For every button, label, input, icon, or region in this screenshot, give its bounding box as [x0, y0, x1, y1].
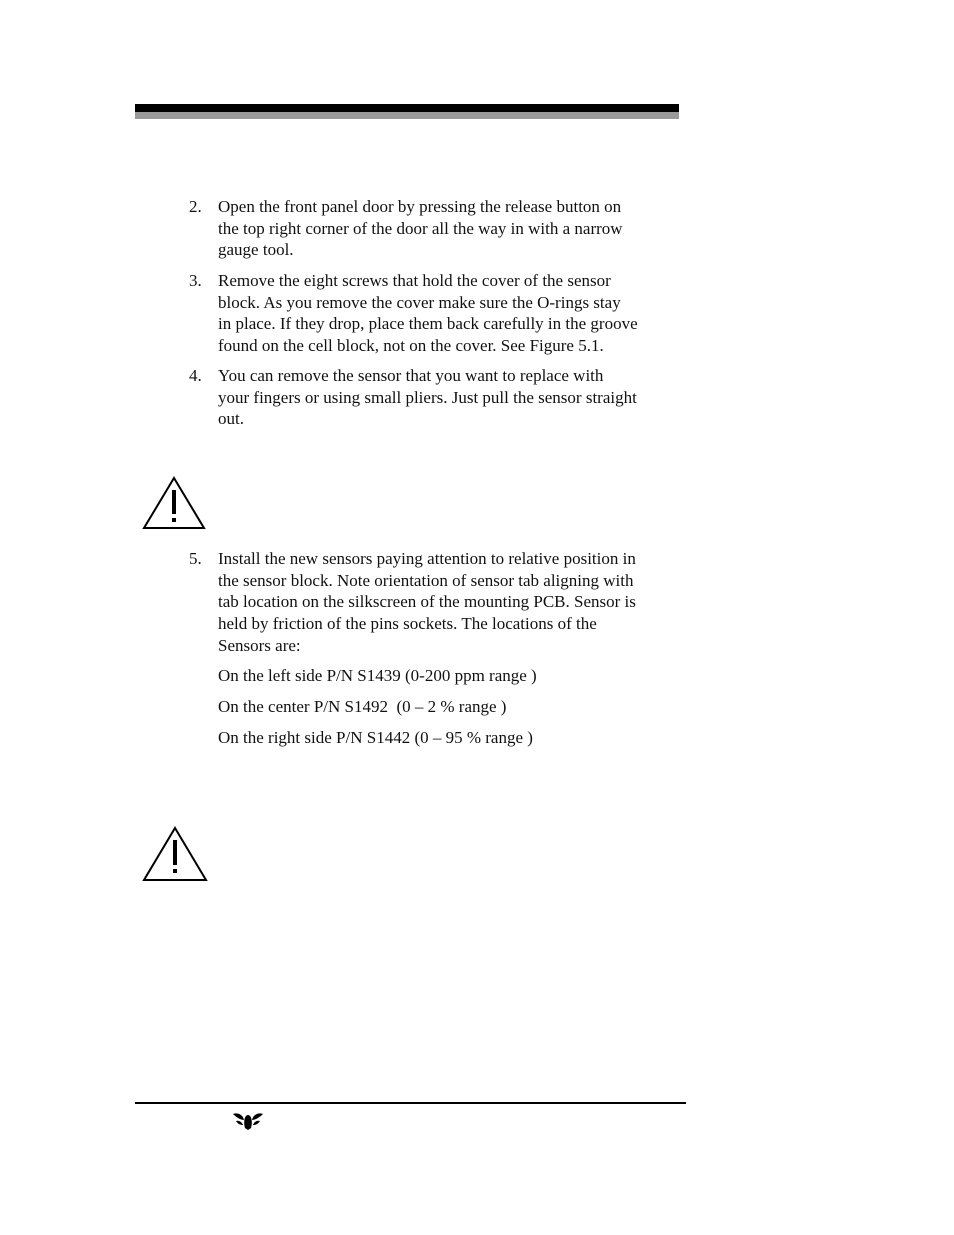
- step-5: [189, 548, 689, 657]
- sensor-location-right: On the right side P/N S1442 (0 – 95 % range ): [218, 728, 533, 747]
- step-2: [189, 196, 689, 261]
- step-3: [189, 270, 689, 357]
- header-rule-black: [135, 104, 679, 112]
- step-number: 4.: [189, 366, 202, 385]
- step-number: 2.: [189, 197, 202, 216]
- step-text: Open the front panel door by pressing the release button on the top right corner of the door all the way in with a narrow gauge tool.: [218, 197, 623, 260]
- step-text: You can remove the sensor that you want to replace with your fingers or using small pliers. Just pull the sensor straight out.: [218, 366, 637, 429]
- step-number: 3.: [189, 271, 202, 290]
- step-number: 5.: [189, 549, 202, 568]
- step-text: Install the new sensors paying attention to relative position in the sensor block. Note orientation of sensor tab aligning with tab location on the silkscreen of the mounting PCB. Sensor is held by friction of the pins sockets. The locations of the Sensors are:: [218, 549, 636, 655]
- header-rule-gray: [135, 112, 679, 119]
- sensor-location-left: On the left side P/N S1439 (0-200 ppm range ): [218, 666, 537, 685]
- sensor-location-center: On the center P/N S1492 (0 – 2 % range ): [218, 697, 507, 716]
- warning-triangle-icon: [141, 825, 209, 883]
- step-text: Remove the eight screws that hold the cover of the sensor block. As you remove the cover make sure the O-rings stay in place. If they drop, place them back carefully in the groove found on the cell block, not on the cover. See Figure 5.1.: [218, 271, 638, 356]
- teledyne-logo-icon: [232, 1111, 264, 1131]
- step-4: [189, 365, 689, 430]
- footer-rule: [135, 1102, 686, 1104]
- warning-triangle-icon: [141, 475, 207, 531]
